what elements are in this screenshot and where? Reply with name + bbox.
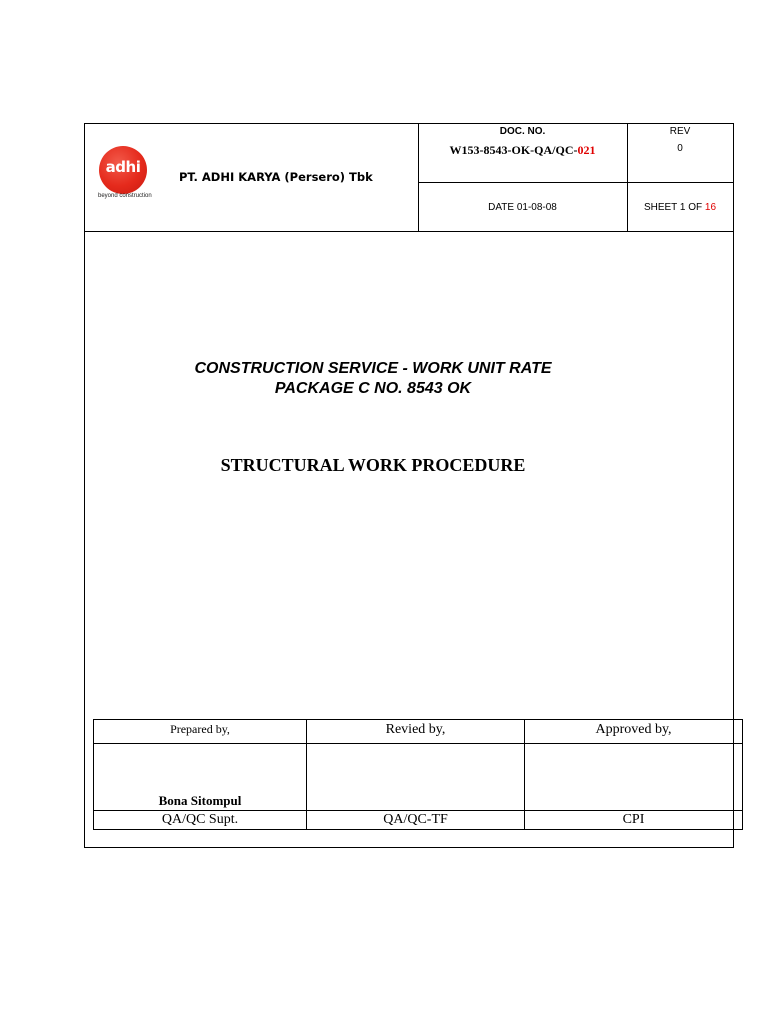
- sheet-prefix: SHEET 1 OF: [643, 202, 705, 213]
- header-row-divider: [418, 182, 733, 183]
- prepared-by-name: Bona Sitompul: [94, 744, 307, 811]
- header-divider-1: [418, 124, 419, 231]
- signature-space-row: [94, 744, 743, 811]
- doc-no-prefix: W153-8543-OK-QA/QC-: [449, 143, 578, 157]
- rev-value: 0: [677, 143, 683, 154]
- procedure-title: STRUCTURAL WORK PROCEDURE: [220, 455, 526, 475]
- logo-tagline: beyond construction: [98, 193, 152, 199]
- signature-table: [93, 719, 743, 830]
- doc-no-number: 021: [577, 143, 596, 157]
- sheet-total: 16: [704, 202, 717, 213]
- company-name: PT. ADHI KARYA (Persero) Tbk: [179, 170, 373, 184]
- approved-by-signature: [525, 744, 743, 811]
- title-line-1: CONSTRUCTION SERVICE - WORK UNIT RATE: [194, 360, 552, 377]
- prepared-by-position: QA/QC Supt.: [94, 811, 307, 830]
- doc-no-value: [418, 143, 627, 158]
- rev-label: REV: [669, 126, 691, 137]
- logo-text: adhi: [105, 158, 141, 176]
- approved-by-label: Approved by,: [525, 720, 743, 744]
- revised-by-position: QA/QC-TF: [307, 811, 525, 830]
- signature-position-row: [94, 811, 743, 830]
- sheet-number: [627, 202, 733, 213]
- approved-by-position: CPI: [525, 811, 743, 830]
- revised-by-signature: [307, 744, 525, 811]
- header-divider-2: [627, 124, 628, 231]
- signature-header-row: [94, 720, 743, 744]
- document-date: DATE 01-08-08: [488, 202, 557, 213]
- doc-no-label: DOC. NO.: [499, 126, 546, 137]
- revised-by-label: Revied by,: [307, 720, 525, 744]
- prepared-by-label: Prepared by,: [94, 720, 307, 744]
- adhi-logo: [99, 146, 147, 194]
- title-line-2: PACKAGE C NO. 8543 OK: [274, 380, 472, 397]
- document-header: [85, 124, 733, 232]
- document-frame: [84, 123, 734, 848]
